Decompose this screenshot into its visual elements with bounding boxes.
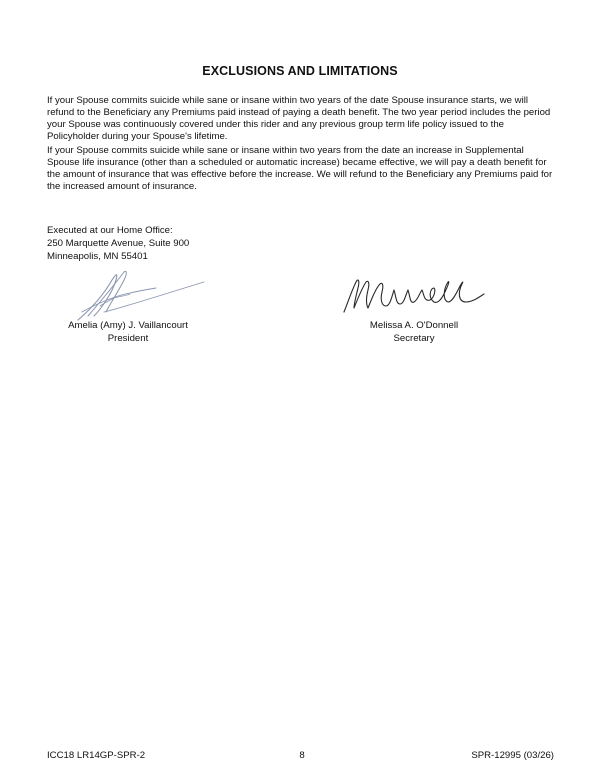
- secretary-signature: [338, 272, 488, 318]
- president-title: President: [107, 332, 149, 344]
- president-name: Amelia (Amy) J. Vaillancourt: [68, 320, 188, 331]
- footer-page-number: 8: [299, 750, 305, 761]
- footer-doc-code: SPR-12995 (03/26): [471, 750, 554, 761]
- secretary-title: Secretary: [393, 332, 435, 344]
- secretary-signer-block: [362, 320, 466, 345]
- home-office-address: [47, 224, 189, 263]
- section-heading: EXCLUSIONS AND LIMITATIONS: [202, 64, 398, 78]
- president-signer-block: [56, 320, 200, 345]
- office-label: Executed at our Home Office:: [47, 225, 173, 236]
- footer-form-id: ICC18 LR14GP-SPR-2: [47, 750, 146, 761]
- office-city: Minneapolis, MN 55401: [47, 251, 148, 262]
- paragraph-increase-exclusion: If your Spouse commits suicide while sane or insane within two years from the date an increase in Supplemental Spouse life insurance (other than a scheduled or automatic increase) became effective, we will pay a death benefit for the amount of insurance that was effective before the increase. We will refund to the Beneficiary any Premiums paid for the increased amount of insurance.: [47, 145, 553, 193]
- office-street: 250 Marquette Avenue, Suite 900: [47, 238, 190, 249]
- president-signature: [70, 266, 210, 324]
- secretary-name: Melissa A. O'Donnell: [369, 320, 459, 331]
- paragraph-suicide-exclusion: If your Spouse commits suicide while sane or insane within two years of the date Spouse insurance starts, we will refund to the Beneficiary any Premiums paid instead of paying a death benefit. The two year period includes the period your Spouse was continuously covered under this rider and any previous group term life policy issued to the Policyholder during your Spouse's lifetime.: [47, 95, 551, 143]
